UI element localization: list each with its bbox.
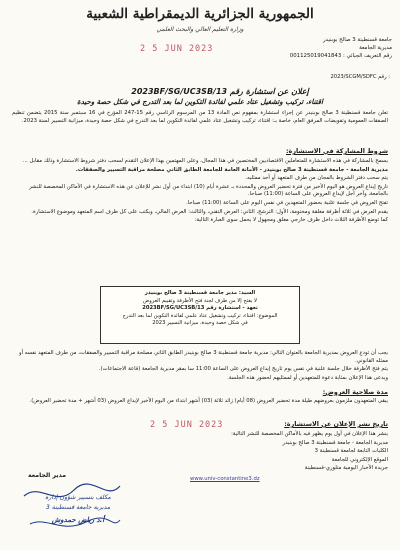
university-line xyxy=(192,36,392,44)
date-stamp-2: 2 5 JUN 2023 xyxy=(150,420,224,430)
university-name: جامعة قسنطينة 3 صالح بوبنيدر xyxy=(322,37,392,43)
deposit-paragraph: ويدعى هذا الإعلان بمثابة دعوة للمتعهدين أو لممثليهم لحضور هذه الجلسة. xyxy=(227,374,388,381)
section-publication-body xyxy=(138,431,388,474)
ref-value: 2023/SCGM/SDFC xyxy=(330,74,377,80)
section-publication-heading: تاريخ نشر الإعلان عن الاستشارة: xyxy=(284,420,388,428)
envelope-subject: الموضوع: اقتناء، تركيب وتشغيل عتاد علمي لفائدة التكوين لما بعد التدرج xyxy=(122,312,278,319)
republic-title: الجمهورية الجزائرية الديمقراطية الشعبية xyxy=(86,6,314,22)
conditions-paragraph: يتم سحب دفتر الشروط بالمجان من طرف المتعهد أو أحد ممثليه. xyxy=(245,175,388,182)
publication-item: الكليات التابعة لجامعة قسنطينة 3 xyxy=(314,448,388,455)
deposit-paragraph: يجب أن تودع العروض بمديرية الجامعة بالعنوان التالي: مديرية جامعة قسنطينة 3 صالح بوبنيدر الطابق الثاني مصلحة مراقبة التسيير والصفقات، من طرف المتعهد نفسه أو ممثله القانوني. xyxy=(19,350,388,364)
publication-item: الموقع الإلكتروني للجامعة xyxy=(331,456,388,463)
validity-paragraph: يبقى المتعهدون ملزمون بعروضهم طيلة مدة تحضير العروض (08 أيام) زائد ثلاثة (03) أشهر ابتداء من اليوم الأخير لإيداع العروض (03 أشهر + مدة تحضير العروض). xyxy=(29,398,388,404)
university-website-link[interactable]: www.univ-constantine3.dz xyxy=(190,476,260,482)
nif-value: 001125019041843 xyxy=(289,53,342,59)
conditions-paragraph: تاريخ إيداع العروض هو اليوم الأخير من فترة تحضير العروض والمحددة بـ عشرة أيام (10) ابتداء من أول نشر للإعلان عن هذه الاستشارة في الأماكن المخصصة للنشر بالجامعة، وآخر أجل لإيداع العروض على الساعة (11:00) صباحا. xyxy=(29,183,388,198)
section-validity-heading: مدة صلاحية العروض: xyxy=(322,388,388,396)
envelope-budget: في شكل حصة وحيدة، ميزانية التسيير 2023 xyxy=(152,320,248,327)
publication-item: مديرية الجامعة - جامعة قسنطينة 3 صالح بوبنيدر xyxy=(282,439,388,446)
nif-label: رقم التعريف الجبائي xyxy=(346,53,392,59)
ministry-subtitle: وزارة التعليم العالي والبحث العلمي xyxy=(156,26,244,33)
date-stamp: 2 5 JUN 2023 xyxy=(140,44,214,54)
section-validity-body xyxy=(12,398,388,407)
conditions-paragraph: مديرية الجامعة - جامعة قسنطينة 3 صالح بوبنيدر - الأمانة العامة للجامعة الطابق الثاني مصلحة مراقبة التسيير والصفقات. xyxy=(75,166,388,173)
publication-item: جريدة الأخبار اليومية متلوري-قسنطينة xyxy=(304,465,388,472)
publication-item: ينشر هذا الإعلان في أول يوم يظهر فيه بالأماكن المخصصة للنشر التالية: xyxy=(231,431,388,437)
official-stamp-signature xyxy=(16,476,126,540)
conditions-paragraph: يقدم العرض في ثلاثة أظرفة مغلقة ومختومة، الأول: الترشح، الثاني: العرض التقني، والثالث: العرض المالي، ويكتب على كل ظرف اسم المتعهد وموضوع الاستشارة. xyxy=(31,208,388,215)
envelope-recipient: السيد: مدير جامعة قسنطينة 3 صالح بوبنيدر xyxy=(144,290,256,296)
intro-paragraph: تعلن جامعة قسنطينة 3 صالح بوبنيدر عن إجراء استشارة بمفهوم نص المادة 13 من المرسوم الرئاسي رقم 15-247 المؤرخ في 16 سبتمبر سنة 2015 يتضمن تنظيم الصفقات العمومية وتفويضات المرفق العام، خاصة بـ: اقتناء، تركيب وتشغيل عتاد علمي لفائدة التكوين لما بعد التدرج في شكل حصة وحيدة، ميزانية التسيير لسنة 2023. xyxy=(12,110,388,124)
deposit-paragraph: يتم فتح الأظرفة خلال جلسة علنية في نفس يوم تاريخ إيداع العروض على الساعة 11:00 سا بمقر مديرية الجامعة (قاعة الاجتماعات). xyxy=(98,366,388,373)
signature-line-3: أ.د رياض حمدوش xyxy=(51,516,105,524)
announcement-title: إعلان عن استشارة رقم 2023BF/SG/UC3SB/13 xyxy=(131,87,309,96)
ref-label: رقم xyxy=(378,74,387,80)
directorate-line xyxy=(192,44,392,52)
nif-line: رقم التعريف الجبائي : 001125019041843 xyxy=(289,53,392,59)
outer-envelope-box xyxy=(100,286,300,344)
signature-line-2: مديرية جامعة قسنطينة 3 xyxy=(45,504,111,511)
envelope-consultation: تعهد - استشارة رقم 2023BF/SG/UC3SB/13 xyxy=(142,305,258,312)
section-conditions-heading: شروط المشاركة في الاستشارة: xyxy=(286,147,388,155)
directorate-name: مديرية الجامعة xyxy=(359,45,392,51)
signature-line-1: مكلف بتسيير شؤون إدارة xyxy=(45,494,111,501)
reference-number: 2023/SCGM/SDFC رقم : xyxy=(330,74,390,80)
info-block xyxy=(192,36,392,60)
envelope-warning: لا يفتح إلا من طرف لجنة فتح الأظرفة وتقييم العروض xyxy=(143,297,257,304)
section-conditions-body xyxy=(12,158,388,226)
section-deposit-body xyxy=(12,350,388,383)
conditions-paragraph: يسمح بالمشاركة في هذه الاستشارة للمتعاملين الاقتصاديين المختصين في هذا المجال، وعلى المهتمين بهذا الإعلان التقدم لسحب دفتر شروط الاستشارة وذلك مقابل ... xyxy=(22,158,388,164)
director-label: مدير الجامعة xyxy=(28,472,67,479)
conditions-paragraph: كما توضع الأظرفة الثلاث داخل ظرف خارجي مغلق ومجهول لا يحمل سوى العبارة التالية: xyxy=(194,217,388,224)
conditions-paragraph: تفتح العروض في جلسة علنية بحضور المتعهدين في نفس اليوم على الساعة (11:00) صباحا. xyxy=(186,199,388,206)
announcement-subject: اقتناء، تركيب وتشغيل عتاد علمي لفائدة التكوين لما بعد التدرج في شكل حصة وحيدة xyxy=(77,98,323,106)
